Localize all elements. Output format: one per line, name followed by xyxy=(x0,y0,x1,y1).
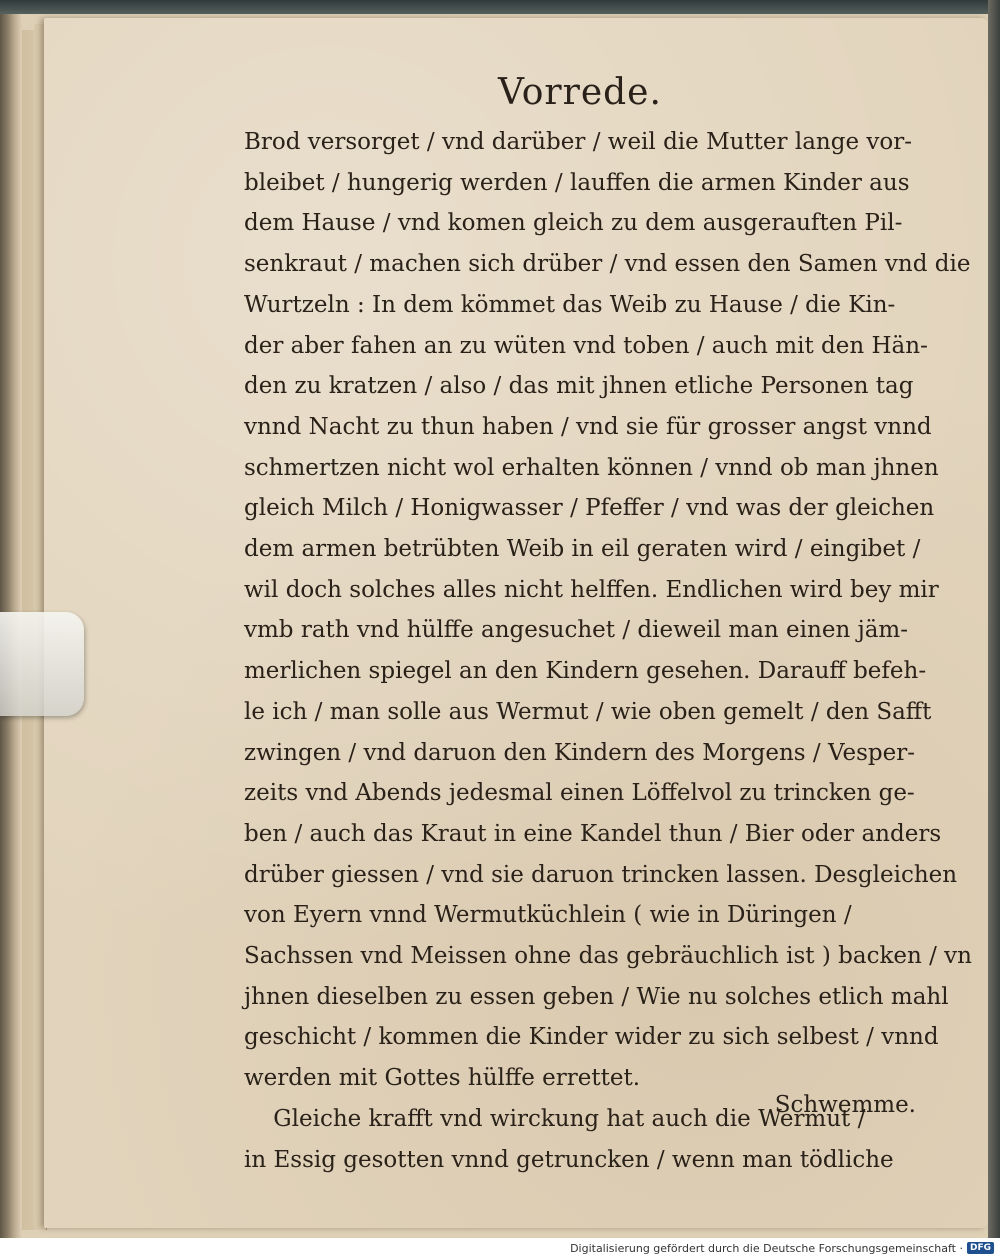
text-line: vmb rath vnd hülffe angesuchet / dieweil man einen jäm- xyxy=(244,617,908,644)
text-line: den zu kratzen / also / das mit jhnen etliche Personen tag xyxy=(244,373,914,400)
text-line: vnnd Nacht zu thun haben / vnd sie für grosser angst vnnd xyxy=(244,413,932,440)
text-line: ben / auch das Kraut in eine Kandel thun / Bier oder anders xyxy=(244,820,942,847)
text-line: schmertzen nicht wol erhalten können / vnnd ob man jhnen xyxy=(244,454,939,481)
text-line: senkraut / machen sich drüber / vnd essen den Samen vnd die xyxy=(244,251,971,278)
text-line: zeits vnd Abends jedesmal einen Löffelvol zu trincken ge- xyxy=(244,780,915,807)
text-line: der aber fahen an zu wüten vnd toben / auch mit den Hän- xyxy=(244,332,928,359)
text-line: von Eyern vnnd Wermutküchlein ( wie in Düringen / xyxy=(244,902,852,929)
page-clip xyxy=(0,612,84,716)
text-line: werden mit Gottes hülffe errettet. xyxy=(244,1065,641,1092)
catchword: Schwemme. xyxy=(774,1092,916,1118)
text-line: Sachssen vnd Meissen ohne das gebräuchlich ist ) backen / vn xyxy=(244,943,972,970)
text-line: in Essig gesotten vnnd getruncken / wenn man tödliche xyxy=(244,1146,894,1173)
text-line: merlichen spiegel an den Kindern gesehen. Darauff befeh- xyxy=(244,658,927,685)
body-text xyxy=(244,122,972,1180)
text-line: Wurtzeln : In dem kömmet das Weib zu Hause / die Kin- xyxy=(244,291,896,318)
digitization-footer xyxy=(0,1238,1000,1258)
text-line: gleich Milch / Honigwasser / Pfeffer / vnd was der gleichen xyxy=(244,495,935,522)
text-line: bleibet / hungerig werden / lauffen die armen Kinder aus xyxy=(244,169,910,196)
text-line: zwingen / vnd daruon den Kindern des Morgens / Vesper- xyxy=(244,739,915,766)
text-line: dem Hause / vnd komen gleich zu dem ausgerauften Pil- xyxy=(244,210,903,237)
text-line: le ich / man solle aus Wermut / wie oben gemelt / den Safft xyxy=(244,698,932,725)
text-line: Gleiche krafft vnd wirckung hat auch die Wermut / xyxy=(244,1105,866,1132)
text-line: Brod versorget / vnd darüber / weil die Mutter lange vor- xyxy=(244,129,912,155)
text-line: dem armen betrübten Weib in eil geraten wird / eingibet / xyxy=(244,536,921,563)
footer-credit: Digitalisierung gefördert durch die Deutsche Forschungsgemeinschaft · xyxy=(570,1241,963,1255)
text-line: geschicht / kommen die Kinder wider zu sich selbest / vnnd xyxy=(244,1024,939,1051)
binding-edge xyxy=(0,0,1000,14)
page-heading: Vorrede. xyxy=(498,72,662,113)
text-line: drüber giessen / vnd sie daruon trincken lassen. Desgleichen xyxy=(244,861,958,888)
text-line: jhnen dieselben zu essen geben / Wie nu solches etlich mahl xyxy=(244,983,949,1010)
text-line: wil doch solches alles nicht helffen. Endlichen wird bey mir xyxy=(244,576,939,603)
cover-edge xyxy=(988,0,1000,1238)
dfg-logo: DFG xyxy=(967,1242,994,1254)
